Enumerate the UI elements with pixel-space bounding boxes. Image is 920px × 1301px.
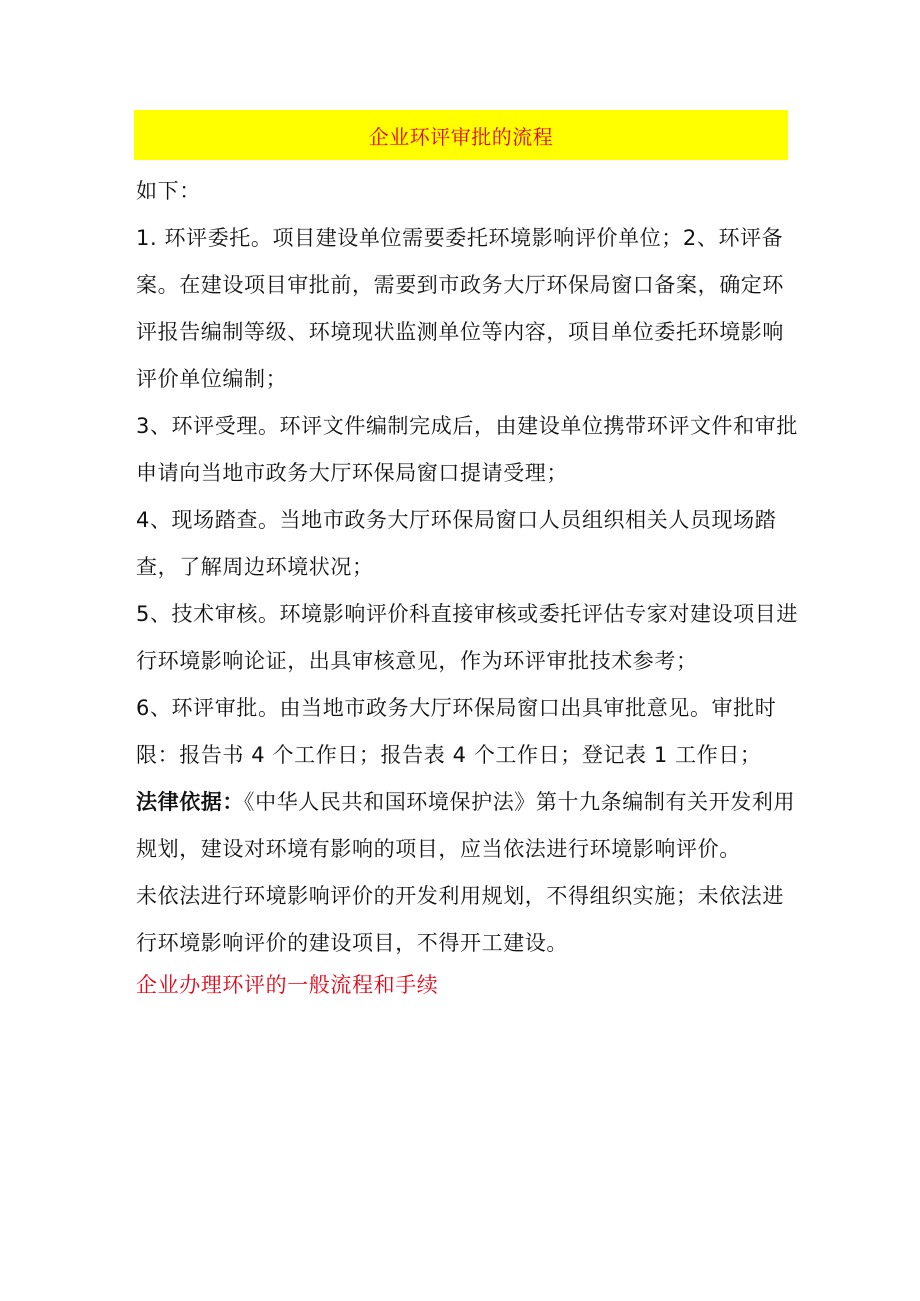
legal-note-paragraph: 未依法进行环境影响评价的开发利用规划，不得组织实施；未依法进行环境影响评价的建设项目，不得开工建设。 (136, 884, 784, 955)
step-3-paragraph: 3、环评受理。环评文件编制完成后，由建设单位携带环评文件和审批申请向当地市政务大厅环保局窗口提请受理； (136, 414, 798, 485)
step-4-paragraph: 4、现场踏查。当地市政务大厅环保局窗口人员组织相关人员现场踏查，了解周边环境状况； (136, 508, 777, 579)
page-title: 企业环评审批的流程 (368, 124, 554, 149)
legal-basis-label: 法律依据： (136, 790, 244, 814)
document-body (136, 168, 800, 1003)
intro-paragraph: 如下： (136, 179, 201, 203)
legal-basis-text: 《中华人民共和国环境保护法》第十九条编制有关开发利用规划，建设对环境有影响的项目，应当依法进行环境影响评价。 (136, 790, 796, 861)
step-5-paragraph: 5、技术审核。环境影响评价科直接审核或委托评估专家对建设项目进行环境影响论证，出具审核意见，作为环评审批技术参考； (136, 602, 798, 673)
legal-basis-paragraph (136, 779, 800, 873)
step-6-paragraph: 6、环评审批。由当地市政务大厅环保局窗口出具审批意见。审批时限：报告书 4 个工作日；报告表 4 个工作日；登记表 1 工作日； (136, 696, 777, 767)
step-1-paragraph: 1. 环评委托。项目建设单位需要委托环境影响评价单位；2、环评备案。在建设项目审批前，需要到市政务大厅环保局窗口备案，确定环评报告编制等级、环境现状监测单位等内容，项目单位委托环境影响评价单位编制； (136, 226, 784, 391)
section-subtitle: 企业办理环评的一般流程和手续 (136, 973, 439, 997)
title-banner (134, 110, 788, 160)
